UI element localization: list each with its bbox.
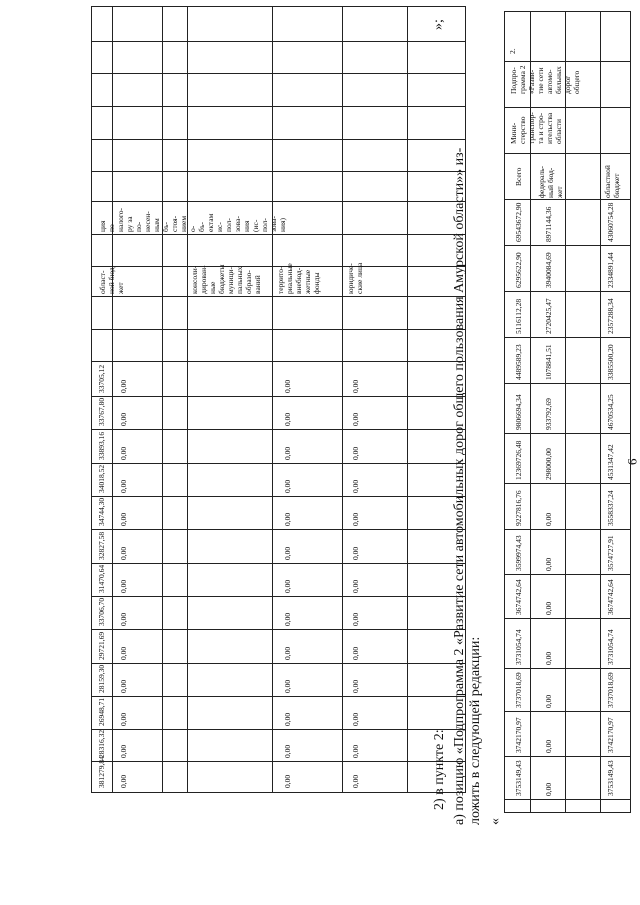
federal-label: федераль- ный бюд- жет (537, 165, 564, 198)
column-line (92, 696, 465, 697)
column-line (505, 245, 630, 246)
column-line (92, 41, 465, 42)
column-line (92, 329, 465, 330)
header-value: 33706,70 (97, 597, 106, 626)
header-value: 381279,84 (97, 756, 106, 788)
quote-open: « (488, 818, 503, 825)
column-line (92, 361, 465, 362)
regional-value: 4670534,25 (606, 394, 615, 430)
column-line (505, 529, 630, 530)
total-value: 3599974,43 (514, 535, 523, 571)
row-label-consolidated-budgets: консоли- дирован- ные бюджеты муници- пальных образо- ваний (190, 264, 262, 294)
zero-value: 0,00 (119, 379, 128, 393)
column-line (92, 463, 465, 464)
zero-value: 0,00 (351, 646, 360, 660)
zero-value: 0,00 (283, 479, 292, 493)
item-heading: 2) в пункте 2: (432, 729, 447, 810)
column-line (92, 296, 465, 297)
federal-value: 0,00 (544, 739, 553, 753)
header-value: 34744,30 (97, 497, 106, 526)
regional-value: 3674742,64 (606, 579, 615, 615)
total-value: 9806694,34 (514, 394, 523, 430)
paragraph-a-line1: а) позицию «Подпрограмма 2 «Развитие сети автомобильных дорог общего пользования Амурской области»» из- (452, 147, 467, 825)
regional-value: 3753149,43 (606, 760, 615, 796)
regional-value: 3737018,69 (606, 672, 615, 708)
column-line (505, 291, 630, 292)
header-value: 31470,64 (97, 564, 106, 593)
zero-value: 0,00 (351, 579, 360, 593)
regional-value: 4531347,42 (606, 444, 615, 480)
total-label: Всего (514, 167, 523, 186)
row-label-regional-budget: област- ной бюд- жет (98, 264, 125, 294)
zero-value: 0,00 (119, 479, 128, 493)
regional-value: 3574727,91 (606, 535, 615, 571)
column-line (505, 668, 630, 669)
column-line (92, 106, 465, 107)
total-value: 5116112,28 (514, 298, 523, 334)
page-number: 9 (625, 458, 640, 465)
federal-value: 8971144,36 (544, 206, 553, 242)
federal-value: 0,00 (544, 512, 553, 526)
header-value: 32827,58 (97, 531, 106, 560)
column-line (505, 433, 630, 434)
column-line (505, 756, 630, 757)
total-value: 12369726,48 (514, 440, 523, 480)
total-value: 9227816,76 (514, 490, 523, 526)
zero-value: 0,00 (119, 712, 128, 726)
column-line (505, 107, 630, 108)
zero-value: 0,00 (119, 446, 128, 460)
header-value: 33767,80 (97, 397, 106, 426)
federal-value: 933792,69 (544, 398, 553, 430)
column-line (92, 139, 465, 140)
program-cell: Подпро- грамма 2 «Разви- тие сети автомо- бильных дорог общего (509, 65, 581, 94)
row-label-legal-entities: юридиче- ские лица (346, 262, 364, 294)
num-cell: 2. (508, 48, 517, 54)
column-line (505, 383, 630, 384)
table-row (600, 12, 601, 812)
column-line (505, 799, 630, 800)
total-value: 3674742,64 (514, 579, 523, 615)
regional-label: областной бюджет (603, 165, 621, 198)
column-line (505, 153, 630, 154)
column-line (92, 234, 465, 235)
column-line (92, 663, 465, 664)
bottom-table (504, 11, 631, 813)
column-line (92, 429, 465, 430)
zero-value: 0,00 (119, 579, 128, 593)
ministry-cell: Мини- стерство транспор- та и стро- ительства области (509, 112, 563, 144)
total-value: 3731054,74 (514, 629, 523, 665)
column-line (92, 201, 465, 202)
column-line (505, 199, 630, 200)
column-line (505, 574, 630, 575)
column-line (505, 483, 630, 484)
total-value: 6295622,90 (514, 252, 523, 288)
zero-value: 0,00 (283, 612, 292, 626)
table-row (342, 7, 343, 792)
zero-value: 0,00 (119, 744, 128, 758)
paragraph-a-line2: ложить в следующей редакции: (468, 636, 483, 825)
zero-value: 0,00 (119, 679, 128, 693)
zero-value: 0,00 (351, 446, 360, 460)
header-value: 28159,30 (97, 664, 106, 693)
zero-value: 0,00 (283, 646, 292, 660)
row-label-territorial-funds: террито- риальные внебюд- жетные фонды (276, 263, 321, 294)
total-value: 3737018,69 (514, 672, 523, 708)
zero-value: 0,00 (119, 546, 128, 560)
zero-value: 0,00 (283, 712, 292, 726)
column-line (505, 61, 630, 62)
table-row (187, 7, 188, 792)
zero-value: 0,00 (119, 774, 128, 788)
top-table (91, 6, 466, 793)
header-value: 33705,12 (97, 364, 106, 393)
regional-value: 43060754,28 (606, 202, 615, 242)
regional-value: 3742170,97 (606, 717, 615, 753)
header-value: 28316,32 (97, 729, 106, 758)
column-line (92, 396, 465, 397)
zero-value: 0,00 (283, 412, 292, 426)
column-line (505, 618, 630, 619)
federal-value: 0,00 (544, 557, 553, 571)
federal-value: 0,00 (544, 782, 553, 796)
zero-value: 0,00 (283, 446, 292, 460)
regional-value: 2334891,44 (606, 252, 615, 288)
zero-value: 0,00 (351, 744, 360, 758)
zero-value: 0,00 (119, 512, 128, 526)
zero-value: 0,00 (351, 712, 360, 726)
zero-value: 0,00 (283, 579, 292, 593)
zero-value: 0,00 (283, 744, 292, 758)
table-row (112, 7, 113, 792)
regional-value: 3731054,74 (606, 629, 615, 665)
federal-value: 0,00 (544, 651, 553, 665)
table-row (565, 12, 566, 812)
zero-value: 0,00 (119, 646, 128, 660)
column-line (92, 729, 465, 730)
column-line (92, 529, 465, 530)
zero-value: 0,00 (283, 379, 292, 393)
regional-value: 3385500,20 (606, 344, 615, 380)
column-line (505, 337, 630, 338)
zero-value: 0,00 (351, 546, 360, 560)
zero-value: 0,00 (119, 412, 128, 426)
column-line (92, 496, 465, 497)
federal-value: 0,00 (544, 694, 553, 708)
federal-value: 3940084,69 (544, 252, 553, 288)
zero-value: 0,00 (351, 479, 360, 493)
zero-value: 0,00 (351, 612, 360, 626)
zero-value: 0,00 (351, 512, 360, 526)
zero-value: 0,00 (351, 774, 360, 788)
federal-value: 1078841,51 (544, 344, 553, 380)
zero-value: 0,00 (283, 546, 292, 560)
row-label-stub: ция по налого- ру за по- несен- ным бъ- стоя- нием о- бъ- ектам ис- пол- зова- ния (ис- пол- зова- ния) (98, 207, 287, 232)
column-line (92, 171, 465, 172)
zero-value: 0,00 (283, 774, 292, 788)
header-value: 34018,52 (97, 464, 106, 493)
table-row (162, 7, 163, 792)
column-line (92, 629, 465, 630)
total-value: 3753149,43 (514, 760, 523, 796)
table-row (407, 7, 408, 792)
regional-value: 3558337,24 (606, 490, 615, 526)
zero-value: 0,00 (351, 412, 360, 426)
quote-close: »; (431, 19, 446, 30)
column-line (92, 73, 465, 74)
column-line (92, 761, 465, 762)
header-value: 33893,16 (97, 431, 106, 460)
column-line (92, 563, 465, 564)
zero-value: 0,00 (351, 679, 360, 693)
zero-value: 0,00 (283, 512, 292, 526)
zero-value: 0,00 (351, 379, 360, 393)
header-value: 29721,69 (97, 631, 106, 660)
table-row (272, 7, 273, 792)
federal-value: 0,00 (544, 601, 553, 615)
total-value: 3742170,97 (514, 717, 523, 753)
regional-value: 2357288,34 (606, 298, 615, 334)
zero-value: 0,00 (283, 679, 292, 693)
federal-value: 298000,00 (544, 448, 553, 480)
total-value: 69543672,90 (514, 202, 523, 242)
header-value: 26948,71 (97, 697, 106, 726)
column-line (505, 711, 630, 712)
zero-value: 0,00 (119, 612, 128, 626)
column-line (92, 596, 465, 597)
federal-value: 2720425,47 (544, 298, 553, 334)
total-value: 4489589,23 (514, 344, 523, 380)
